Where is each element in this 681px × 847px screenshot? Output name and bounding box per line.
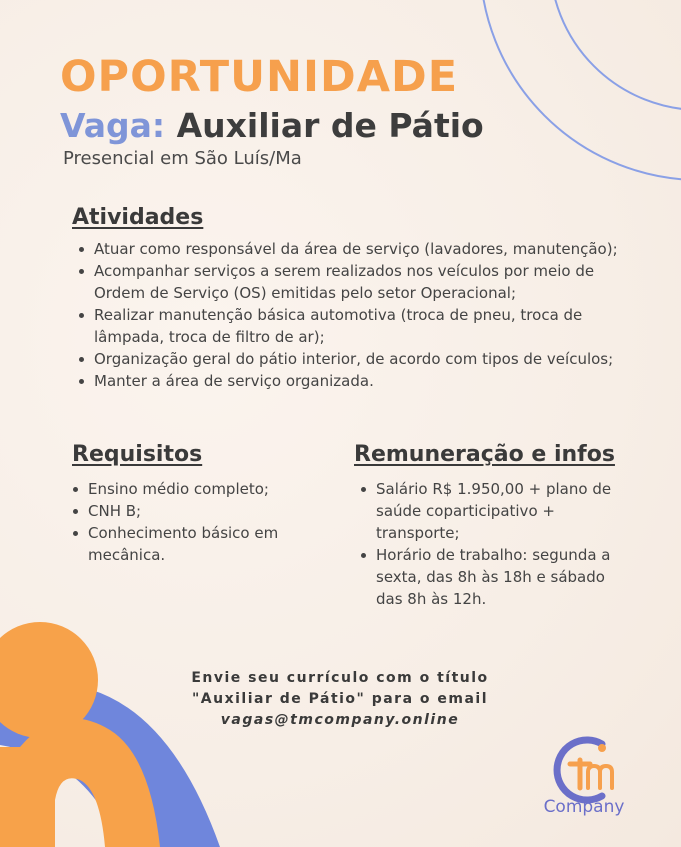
list-item: Acompanhar serviços a serem realizados nos veículos por meio de Ordem de Serviço (OS) emitidas pelo setor Operacional; bbox=[74, 260, 634, 304]
job-name: Auxiliar de Pátio bbox=[176, 106, 484, 145]
list-item: CNH B; bbox=[68, 500, 293, 522]
list-item: Manter a área de serviço organizada. bbox=[74, 370, 634, 392]
list-item: Organização geral do pátio interior, de acordo com tipos de veículos; bbox=[74, 348, 634, 370]
headline: OPORTUNIDADE bbox=[60, 52, 459, 102]
list-item: Ensino médio completo; bbox=[68, 478, 293, 500]
activities-title: Atividades bbox=[72, 205, 204, 230]
logo-text: Company bbox=[543, 797, 625, 817]
arc-outer bbox=[480, 0, 681, 180]
compensation-title: Remuneração e infos bbox=[354, 442, 615, 467]
call-to-action bbox=[150, 668, 530, 731]
cta-email[interactable]: vagas@tmcompany.online bbox=[220, 712, 460, 728]
arc-inner bbox=[550, 0, 681, 110]
requirements-list bbox=[68, 478, 293, 566]
job-prefix: Vaga: bbox=[60, 106, 166, 145]
requirements-title: Requisitos bbox=[72, 442, 203, 467]
list-item: Realizar manutenção básica automotiva (troca de pneu, troca de lâmpada, troca de filtro de ar); bbox=[74, 304, 634, 348]
cta-line-1: Envie seu currículo com o título bbox=[191, 670, 489, 686]
cta-line-2: "Auxiliar de Pátio" para o email bbox=[191, 691, 489, 707]
list-item: Conhecimento básico em mecânica. bbox=[68, 522, 293, 566]
activities-list bbox=[74, 238, 634, 392]
list-item: Horário de trabalho: segunda a sexta, das 8h às 18h e sábado das 8h às 12h. bbox=[356, 544, 626, 610]
job-title bbox=[60, 106, 484, 145]
list-item: Atuar como responsável da área de serviço (lavadores, manutenção); bbox=[74, 238, 634, 260]
job-location: Presencial em São Luís/Ma bbox=[63, 148, 302, 169]
compensation-list bbox=[356, 478, 626, 610]
list-item: Salário R$ 1.950,00 + plano de saúde coparticipativo + transporte; bbox=[356, 478, 626, 544]
